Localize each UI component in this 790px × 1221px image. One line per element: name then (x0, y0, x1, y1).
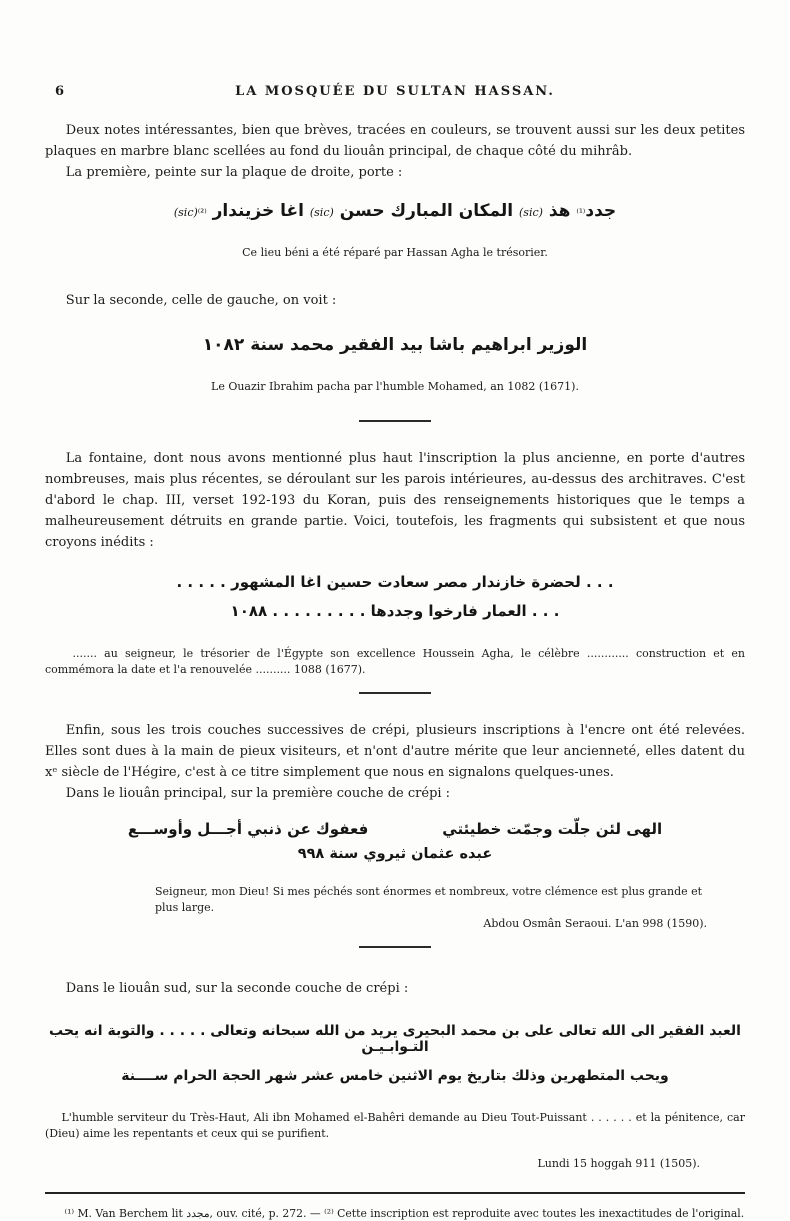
arabic-text: جدد (585, 201, 617, 221)
caption-first-plaque: Ce lieu béni a été réparé par Hassan Agha le trésorier. (242, 246, 548, 259)
book-page (45, 0, 745, 1221)
arabic-fragment-line2: . . . العمار فارخوا وجددها . . . . . . . . . ١٠٨٨ (230, 602, 560, 620)
poem-hemistich-left: فعفوك عن ذنبي أجـــل وأوســـع (127, 820, 369, 838)
page-number: 6 (55, 84, 65, 99)
arabic-poem-attribution: عبده عثمان ثيروي سنة ٩٩٨ (297, 846, 493, 862)
caption-south-date: Lundi 15 hoggah 911 (1505). (537, 1157, 700, 1170)
section-rule (359, 420, 431, 422)
arabic-south-line2: ويحب المتطهرين وذلك بتاريخ يوم الاثنين خامس عشر شهر الحجة الحرام ســــنة (121, 1068, 669, 1084)
caption-poem-attribution: Abdou Osmân Seraoui. L'an 998 (1590). (483, 917, 707, 930)
running-title: LA MOSQUÉE DU SULTAN HASSAN. (235, 84, 555, 99)
caption-poem-line1: Seigneur, mon Dieu! Si mes péchés sont énormes et nombreux, votre clémence est plus grande et plus large. (155, 885, 703, 914)
footnote-rule (45, 1192, 745, 1194)
paragraph-premiere: La première, peinte sur la plaque de droite, porte : (65, 165, 403, 180)
caption-south: L'humble serviteur du Très-Haut, Ali ibn Mohamed el-Bahêri demande au Dieu Tout-Puissant . . . . . . et la pénitence, car (Dieu) aime les repentants et ceux qui se purifient. (45, 1111, 745, 1140)
sic-note: (sic) (173, 206, 198, 219)
page-header (45, 84, 745, 102)
arabic-south-line1: العبد الفقير الى الله تعالى على بن محمد البحيرى يريد من الله سبحانه وتعالى . . . . . والتوبة انه يحب التـوابـيـن (49, 1023, 741, 1055)
section-rule (359, 692, 431, 694)
paragraph-intro: Deux notes intéressantes, bien que brèves, tracées en couleurs, se trouvent aussi sur les deux petites plaques en marbre blanc scellées au fond du liouân principal, de chaque côté du mihrâb. (45, 123, 745, 159)
paragraph-enfin: Enfin, sous les trois couches successives de crépi, plusieurs inscriptions à l'encre ont été relevées. Elles sont dues à la main de pieux visiteurs, et n'ont d'autre mérite que leur ancienneté, elles datent du xᵉ siècle de l'Hégire, c'est à ce titre simplement que nous en signalons quelques-unes. (45, 723, 745, 780)
arabic-text: هذ (542, 201, 577, 221)
paragraph-liouan-sud: Dans le liouân sud, sur la seconde couche de crépi : (65, 981, 409, 996)
arabic-inscription-second-plaque: الوزير ابراهيم باشا بيد الفقير محمد سنة ١٠٨٢ (202, 335, 588, 355)
section-rule (359, 946, 431, 948)
paragraph-seconde: Sur la seconde, celle de gauche, on voit : (65, 293, 337, 308)
arabic-fragment-line1: . . . لحضرة خازندار مصر سعادت حسين اغا المشهور . . . . . (176, 573, 614, 591)
caption-second-plaque: Le Ouazir Ibrahim pacha par l'humble Mohamed, an 1082 (1671). (211, 380, 579, 393)
paragraph-liouan-principal: Dans le liouân principal, sur la première couche de crépi : (65, 786, 451, 801)
footnote-marker-1: ⁽¹⁾ (576, 208, 586, 219)
sic-note: (sic) (519, 206, 543, 219)
caption-poem (155, 884, 707, 932)
footnote-marker-2: ⁽²⁾ (197, 208, 207, 219)
arabic-inscription-first-plaque (45, 201, 745, 221)
paragraph-fontaine: La fontaine, dont nous avons mentionné plus haut l'inscription la plus ancienne, en porte d'autres nombreuses, mais plus récentes, se déroulant sur les parois intérieures, au-dessus des architraves. C'est d'abord le chap. III, verset 192-193 du Koran, puis des renseignements historiques que le temps a malheureusement détruits en grande partie. Voici, toutefois, les fragments qui subsistent et que nous croyons inédits : (45, 451, 745, 550)
arabic-text: اغا خزيندار (206, 201, 310, 221)
arabic-poem-line (45, 820, 745, 838)
poem-hemistich-right: الهى لئن جلّت وجمّت خطيئتي (442, 820, 663, 838)
footnote: ⁽¹⁾ M. Van Berchem lit مجدد, ouv. cité, p. 272. — ⁽²⁾ Cette inscription est reproduite avec toutes les inexactitudes de l'original. (64, 1207, 745, 1220)
arabic-text: المكان المبارك حسن (333, 201, 520, 221)
sic-note: (sic) (309, 206, 334, 219)
caption-fountain: ....... au seigneur, le trésorier de l'Égypte son excellence Houssein Agha, le célèbre ............ construction et en commémora la date et l'a renouvelée .......... 1088 (1677). (45, 647, 745, 676)
